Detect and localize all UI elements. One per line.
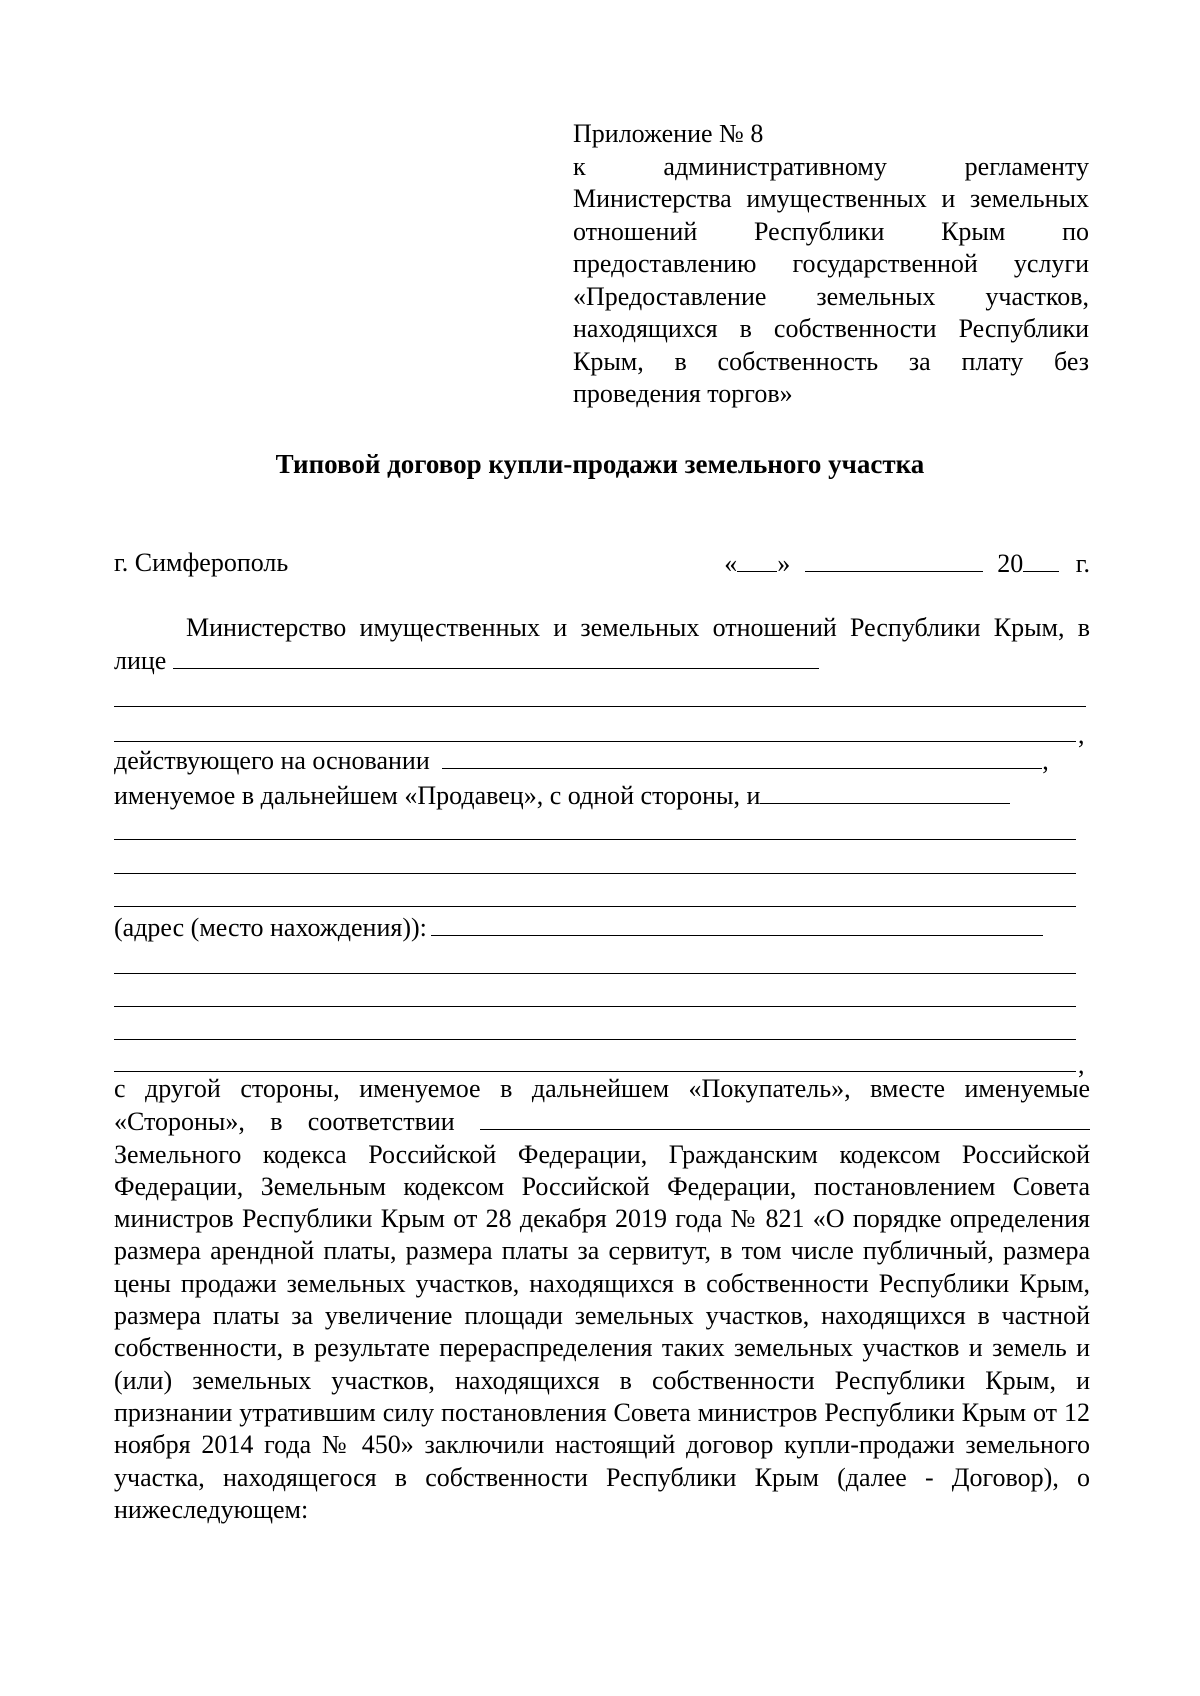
seller-named-row <box>114 779 1010 812</box>
year-suffix: г. <box>1075 549 1090 578</box>
acting-basis-row <box>114 744 1049 777</box>
blank-line-2 <box>114 741 1076 742</box>
blank-line-6 <box>114 973 1076 974</box>
date-open-quote: « <box>724 549 738 578</box>
agreement-paragraph <box>114 1073 1090 1526</box>
appendix-header <box>573 118 1089 411</box>
address-blank <box>431 911 1043 936</box>
blank-line-1 <box>114 706 1086 707</box>
document-title: Типовой договор купли-продажи земельного участка <box>275 449 925 479</box>
legal-basis-text: Земельного кодекса Российской Федерации, Гражданским кодексом Российской Федерации, Земельным кодексом Российской Федерации, постановлением Совета министров Республики Крым от 28 декабря 2019 года № 821 «О порядке определения размера арендной платы, размера платы за сервитут, в том числе публичный, размера цены продажи земельных участков, находящихся в собственности Республики Крым, размера платы за увеличение площади земельных участков, находящихся в частной собственности, в результате перераспределения таких земельных участков и земель и (или) земельных участков, находящихся в собственности Республики Крым, и признании утратившим силу постановления Совета министров Республики Крым от 12 ноября 2014 года № 450» заключили настоящий договор купли-продажи земельного участка, находящегося в собственности Республики Крым (далее - Договор), о нижеследующем: <box>114 1139 1090 1524</box>
representative-blank <box>173 644 819 669</box>
address-row <box>114 911 1043 944</box>
appendix-text: к административному регламенту Министерства имущественных и земельных отношений Республики Крым по предоставлению государственной услуги «Предоставление земельных участков, находящихся в собственности Республики Крым, в собственность за плату без проведения торгов» <box>573 151 1089 408</box>
buyer-line-1: с другой стороны, именуемое в дальнейшем «Покупатель», вместе именуемые <box>114 1074 1090 1103</box>
comma-3: , <box>1078 1050 1085 1079</box>
seller-named-text: именуемое в дальнейшем «Продавец», с одной стороны, и <box>114 781 761 810</box>
date-field <box>724 547 1090 580</box>
buyer-name-blank <box>760 779 1010 804</box>
seller-intro <box>114 612 1090 677</box>
year-prefix: 20 <box>997 549 1024 578</box>
blank-line-9 <box>114 1071 1076 1072</box>
address-label: (адрес (место нахождения)): <box>114 913 427 942</box>
acting-basis-blank <box>442 744 1042 769</box>
month-blank <box>805 547 983 572</box>
blank-line-8 <box>114 1039 1076 1040</box>
legal-basis-blank <box>480 1105 1090 1130</box>
date-close-quote: » <box>777 549 791 578</box>
year-blank <box>1023 547 1059 572</box>
acting-basis-label: действующего на основании <box>114 746 430 775</box>
buyer-line-2: «Стороны», в соответствии <box>114 1107 455 1137</box>
seller-intro-text: Министерство имущественных и земельных отношений Республики Крым, в лице <box>114 613 1090 675</box>
blank-line-4 <box>114 873 1076 874</box>
comma-1: , <box>1078 720 1085 749</box>
blank-line-5 <box>114 906 1076 907</box>
comma-2: , <box>1042 746 1049 775</box>
appendix-number: Приложение № 8 <box>573 119 764 148</box>
blank-line-7 <box>114 1006 1076 1007</box>
place-of-signing: г. Симферополь <box>114 548 289 577</box>
day-blank <box>737 547 777 572</box>
blank-line-3 <box>114 839 1076 840</box>
